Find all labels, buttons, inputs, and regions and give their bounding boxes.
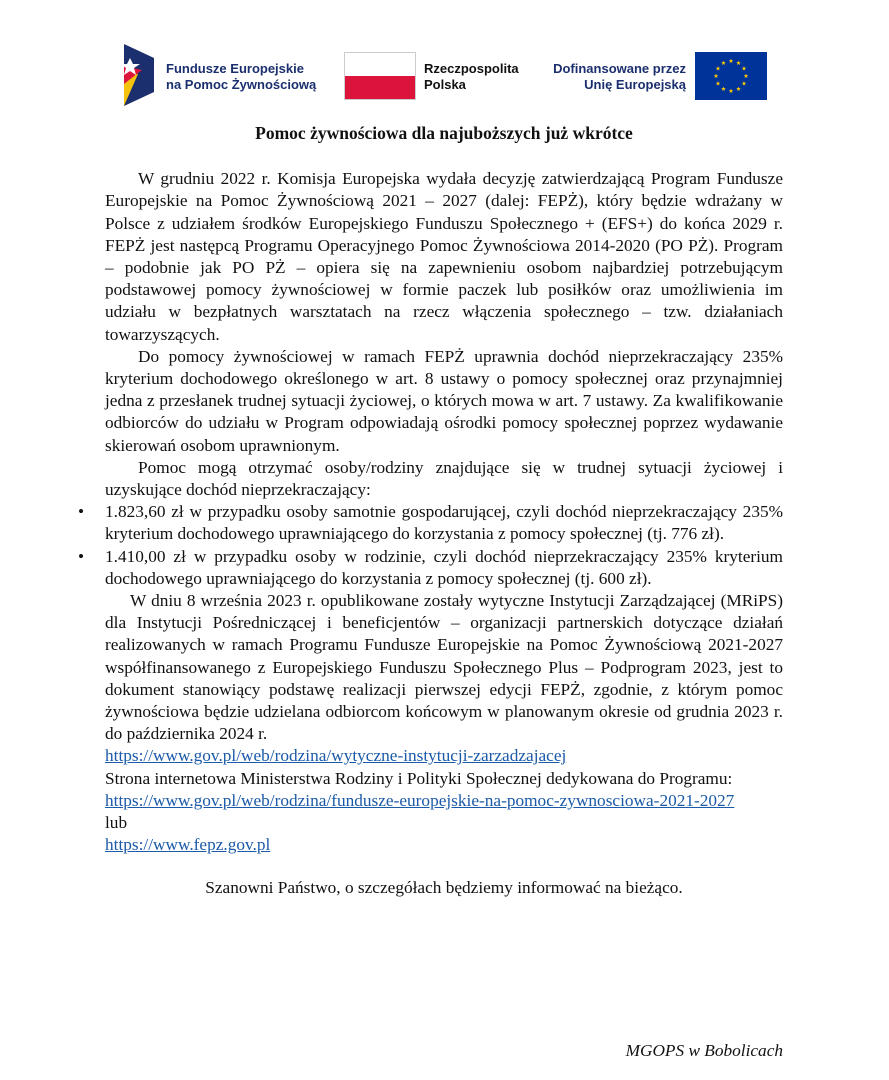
eu-logo-text bbox=[548, 61, 686, 93]
paragraph-income: Pomoc mogą otrzymać osoby/rodziny znajdujące się w trudnej sytuacji życiowej i uzyskujące dochód nieprzekraczający: bbox=[105, 457, 783, 500]
income-list bbox=[78, 501, 783, 590]
list-item-text: 1.410,00 zł w przypadku osoby w rodzinie, czyli dochód nieprzekraczający 235% kryterium dochodowego uprawniającego do korzystania z pomocy społecznej (tj. 600 zł). bbox=[105, 546, 783, 588]
fe-logo-line1: Fundusze Europejskie bbox=[166, 61, 304, 76]
logo-bar bbox=[0, 44, 889, 106]
list-item bbox=[78, 501, 783, 545]
or-text: lub bbox=[105, 813, 128, 833]
paragraph-eligibility: Do pomocy żywnościowej w ramach FEPŻ uprawnia dochód nieprzekraczający 235% kryterium dochodowego określonego w art. 8 ustawy o pomocy społecznej oraz przynajmniej jedna z przesłanek trudnej sytuacji życiowej, o których mowa w art. 7 ustawy. Za kwalifikowanie odbiorców do udziału w Program odpowiadają ośrodki pomocy społecznej poprzez wydawanie skierowań osobom uprawnionym. bbox=[105, 346, 783, 455]
eu-logo-line2: Unię Europejską bbox=[584, 77, 686, 92]
poland-flag-icon bbox=[344, 52, 416, 100]
signature: MGOPS w Bobolicach bbox=[625, 1041, 783, 1060]
pl-logo-text bbox=[424, 61, 519, 93]
bullet-icon: • bbox=[78, 546, 85, 566]
paragraph-ministry: Strona internetowa Ministerstwa Rodziny i Polityki Społecznej dedykowana do Programu: bbox=[105, 768, 733, 788]
paragraph-intro: W grudniu 2022 r. Komisja Europejska wydała decyzję zatwierdzającą Program Fundusze Europejskie na Pomoc Żywnościową 2021 – 2027 (dalej: FEPŻ), który będzie wdrażany w Polsce z udziałem środków Europejskiego Funduszu Społecznego + (EFS+) do końca 2029 r. FEPŻ jest następcą Programu Operacyjnego Pomoc Żywnościowa 2014-2020 (PO PŻ). Program – podobnie jak PO PŻ – opiera się na zapewnieniu osobom najbardziej potrzebującym podstawowej pomocy żywnościowej w formie paczek lub posiłków oraz umożliwienia im udziału w bezpłatnych warsztatach na rzecz włączenia społecznego – tzw. działaniach towarzyszących. bbox=[105, 169, 783, 344]
guidelines-link[interactable]: https://www.gov.pl/web/rodzina/wytyczne-instytucji-zarzadzajacej bbox=[105, 746, 567, 766]
list-item-text: 1.823,60 zł w przypadku osoby samotnie gospodarującej, czyli dochód nieprzekraczający 235% kryterium dochodowego uprawniającego do korzystania z pomocy społecznej (tj. 776 zł). bbox=[105, 502, 783, 544]
paragraph-guidelines: W dniu 8 września 2023 r. opublikowane zostały wytyczne Instytucji Zarządzającej (MRiPS) dla Instytucji Pośredniczącej i beneficjentów – organizacji partnerskich dotyczące działań realizowanych w ramach Programu Fundusze Europejskie na Pomoc Żywnościową 2021-2027 współfinansowanego z Europejskiego Funduszu Społecznego Plus – Podprogram 2023, jest to dokument stanowiący podstawę realizacji pierwszej edycji FEPŻ, zgodnie, z którym pomoc żywnościowa będzie udzielana odbiorcom końcowym w planowanym okresie od grudnia 2023 r. do października 2024 r. bbox=[105, 591, 783, 744]
document-body bbox=[78, 122, 783, 916]
page-title: Pomoc żywnościowa dla najuboższych już wkrótce bbox=[255, 123, 633, 143]
pl-logo-line2: Polska bbox=[424, 77, 466, 92]
fe-logo-icon bbox=[120, 44, 160, 106]
bullet-icon: • bbox=[78, 502, 85, 522]
fepz-link[interactable]: https://www.fepz.gov.pl bbox=[105, 835, 271, 855]
list-item bbox=[78, 546, 783, 590]
eu-logo-line1: Dofinansowane przez bbox=[553, 61, 686, 76]
fe-logo-text bbox=[166, 61, 316, 93]
eu-flag-icon bbox=[695, 52, 767, 100]
fe-logo-line2: na Pomoc Żywnościową bbox=[166, 77, 317, 92]
pl-logo-line1: Rzeczpospolita bbox=[424, 61, 519, 76]
closing-text: Szanowni Państwo, o szczegółach będziemy informować na bieżąco. bbox=[205, 877, 683, 897]
ministry-program-link[interactable]: https://www.gov.pl/web/rodzina/fundusze-europejskie-na-pomoc-zywnosciowa-2021-2027 bbox=[105, 790, 735, 810]
